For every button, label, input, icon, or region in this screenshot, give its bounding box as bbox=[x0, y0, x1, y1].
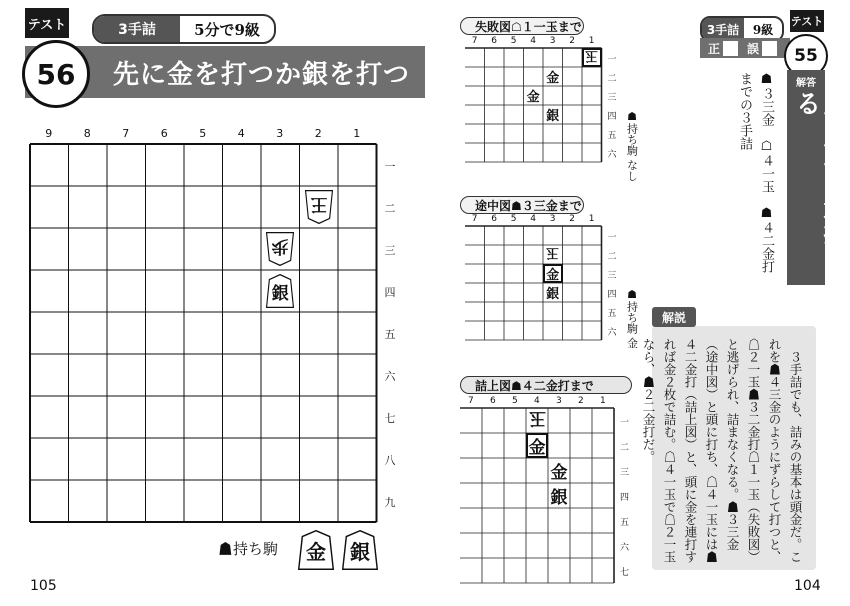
diagram-column-label: 1 bbox=[588, 36, 595, 46]
diagram-column-label: 4 bbox=[534, 396, 540, 406]
column-label: 3 bbox=[276, 127, 284, 140]
diagram-piece-label: 銀 bbox=[546, 287, 560, 302]
diagram-title: 失敗図☖１一玉まで bbox=[460, 17, 584, 35]
diagram-piece-label: 銀 bbox=[550, 488, 568, 508]
diagram-row-label: 二 bbox=[620, 442, 630, 453]
column-label: 4 bbox=[237, 127, 245, 140]
wrong-checkbox[interactable] bbox=[762, 41, 777, 56]
diagram-row-label: 五 bbox=[620, 517, 630, 528]
diagram-column-label: 5 bbox=[510, 214, 517, 224]
mode-label: 3手詰 bbox=[94, 16, 180, 42]
diagram-column-label: 1 bbox=[600, 396, 606, 406]
diagram-column-label: 2 bbox=[569, 36, 575, 46]
diagram-piece-label: 金 bbox=[526, 90, 540, 105]
diagram-row-label: 七 bbox=[620, 567, 630, 578]
piece-label: 王 bbox=[310, 194, 328, 215]
diagram-column-label: 7 bbox=[468, 396, 474, 406]
diagram-row-label: 四 bbox=[607, 111, 617, 122]
diagram-row-label: 六 bbox=[607, 149, 617, 160]
column-label: 9 bbox=[45, 127, 53, 140]
diagram-piece-label: 玉 bbox=[585, 48, 599, 63]
hand-label: ☗持ち駒 bbox=[218, 540, 279, 558]
row-label: 五 bbox=[384, 328, 396, 341]
diagram-row-label: 三 bbox=[607, 270, 617, 281]
piece-label: 金 bbox=[306, 539, 326, 564]
diagram-row-label: 三 bbox=[607, 92, 617, 103]
wrong-label: 誤 bbox=[747, 41, 760, 56]
correct-label: 正 bbox=[708, 41, 721, 56]
diagram-column-label: 6 bbox=[490, 396, 496, 406]
row-label: 三 bbox=[384, 244, 396, 257]
diagram-row-label: 一 bbox=[607, 54, 617, 65]
commentary-text: ３手詰でも、詰みの基本は頭金だ。これを☗４三金のようにずらして打つと、☖２一玉☗３二金打☖１一玉（失敗図）と逃げられ、詰まなくなる。☗３三金（途中図）と頭に打ち、☖４一玉には☗４二金打（詰上図）と、頭に金を連打すれば金２枚で詰む。☖４一玉で☖２一玉なら、☗２二金打だ。 bbox=[641, 338, 803, 563]
diagram-title: 途中図☗３三金まで bbox=[460, 196, 584, 214]
right-test-label: テスト bbox=[790, 10, 824, 32]
diagram-column-label: 4 bbox=[530, 214, 536, 224]
row-label: 四 bbox=[384, 286, 396, 299]
test-label: テスト bbox=[25, 8, 69, 38]
diagram-column-label: 2 bbox=[578, 396, 584, 406]
column-label: 5 bbox=[199, 127, 207, 140]
diagram-row-label: 二 bbox=[607, 73, 617, 84]
right-page-number: 104 bbox=[794, 578, 821, 594]
diagram-row-label: 二 bbox=[607, 251, 617, 262]
answer-line-1: ☗３三金 ☖４一玉 ☗４二金打 bbox=[759, 72, 774, 273]
time-grade-label: 5分で9級 bbox=[194, 20, 260, 39]
piece-label: 歩 bbox=[271, 236, 289, 257]
result-bar bbox=[700, 38, 790, 58]
diagram-piece-label: 金 bbox=[546, 71, 560, 86]
diagram-piece-label: 金 bbox=[546, 268, 560, 283]
row-label: 二 bbox=[384, 202, 396, 215]
answer-title-bar bbox=[787, 70, 849, 285]
answer-line-2: までの３手詰 bbox=[737, 72, 752, 150]
diagram-piece bbox=[548, 483, 570, 508]
row-label: 八 bbox=[384, 454, 396, 467]
answer-label: 解答 bbox=[796, 78, 816, 89]
column-label: 2 bbox=[314, 127, 322, 140]
diagram-piece bbox=[548, 458, 570, 483]
piece-label: 銀 bbox=[271, 283, 289, 304]
diagram-title: 詰上図☗４二金打まで bbox=[460, 376, 632, 394]
diagram-piece-label: 玉 bbox=[546, 245, 560, 260]
diagram-piece-label: 銀 bbox=[546, 109, 560, 124]
diagram-row-label: 四 bbox=[607, 289, 617, 300]
row-label: 一 bbox=[384, 160, 396, 173]
diagram-column-label: 5 bbox=[510, 36, 517, 46]
commentary-label: 解説 bbox=[652, 307, 696, 327]
diagram-piece-label: 金 bbox=[550, 463, 568, 483]
problem-number: 56 bbox=[22, 40, 90, 108]
right-mode-label: 3手詰 bbox=[702, 18, 744, 40]
column-label: 8 bbox=[83, 127, 91, 140]
diagram-hand-note: ☗持ち駒 金 bbox=[625, 288, 639, 349]
diagram-row-label: 五 bbox=[607, 130, 617, 141]
diagram-row-label: 四 bbox=[620, 492, 630, 503]
diagram-piece-label: 金 bbox=[528, 438, 546, 458]
diagram-row-label: 六 bbox=[607, 327, 617, 338]
diagram-piece bbox=[526, 408, 548, 433]
right-problem-number: 55 bbox=[784, 34, 828, 78]
diagram-column-label: 5 bbox=[512, 396, 518, 406]
correct-checkbox[interactable] bbox=[723, 41, 738, 56]
column-label: 6 bbox=[160, 127, 168, 140]
diagram-column-label: 3 bbox=[549, 214, 556, 224]
right-grade-label: 9級 bbox=[752, 22, 774, 37]
row-label: 九 bbox=[384, 496, 396, 509]
column-label: 1 bbox=[353, 127, 361, 140]
diagram-column-label: 3 bbox=[556, 396, 562, 406]
diagram-column-label: 1 bbox=[588, 214, 595, 224]
diagram-column-label: 4 bbox=[530, 36, 536, 46]
diagram-column-label: 7 bbox=[471, 214, 478, 224]
diagram-column-label: 7 bbox=[471, 36, 478, 46]
row-label: 六 bbox=[384, 370, 396, 383]
problem-title: 先に金を打つか銀を打つか bbox=[113, 60, 411, 127]
diagram-row-label: 五 bbox=[607, 308, 617, 319]
diagram-piece-label: 玉 bbox=[528, 408, 546, 428]
diagram-column-label: 3 bbox=[549, 36, 556, 46]
piece-label: 銀 bbox=[350, 539, 370, 564]
diagram-column-label: 6 bbox=[491, 36, 497, 46]
commentary-box bbox=[641, 326, 816, 570]
diagram-hand-note: ☗持ち駒 なし bbox=[625, 110, 639, 182]
answer-title: 玉の頭に連打する bbox=[791, 90, 849, 272]
row-label: 七 bbox=[384, 412, 396, 425]
diagram-row-label: 三 bbox=[620, 467, 630, 478]
diagram-row-label: 一 bbox=[607, 232, 617, 243]
diagram-row-label: 一 bbox=[620, 417, 630, 428]
left-page-number: 105 bbox=[30, 578, 57, 594]
column-label: 7 bbox=[122, 127, 130, 140]
diagram-row-label: 六 bbox=[620, 542, 630, 553]
diagram-column-label: 2 bbox=[569, 214, 575, 224]
diagram-column-label: 6 bbox=[491, 214, 497, 224]
diagram-piece bbox=[526, 433, 548, 458]
